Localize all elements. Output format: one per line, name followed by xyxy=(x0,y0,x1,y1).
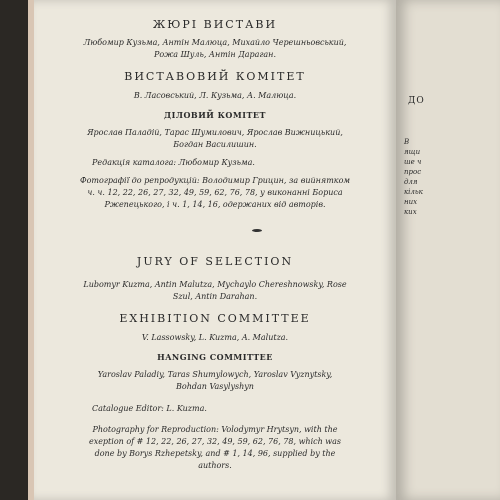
jury-ua-title: ЖЮРІ ВИСТАВИ xyxy=(152,18,278,31)
hanging-en-line1: Yaroslav Paladiy, Taras Shumylowych, Yaroslav Vyznytsky, xyxy=(97,370,333,379)
jury-en-line1: Lubomyr Kuzma, Antin Malutza, Mychaylo Chereshnowsky, Rose xyxy=(83,280,347,289)
right-page-line: для xyxy=(404,178,418,186)
photo-ua-line2: ч. ч. 12, 22, 26, 27, 32, 49, 59, 62, 76, 78, у виконанні Бориса xyxy=(87,188,343,197)
committee-ua-line1: В. Ласовський, Л. Кузьма, А. Малюца. xyxy=(133,91,297,100)
committee-ua-title: ВИСТАВОВИЙ КОМІТЕТ xyxy=(124,70,306,83)
right-page-line: них xyxy=(404,198,418,206)
committee-en-title: EXHIBITION COMMITTEE xyxy=(119,312,311,325)
right-page xyxy=(396,0,500,500)
photo-en-line1: Photography for Reproduction: Volodymyr Hrytsyn, with the xyxy=(92,425,338,434)
right-page-line: В xyxy=(404,138,410,146)
right-page-line: кільк xyxy=(404,188,423,196)
right-page-heading: ДО xyxy=(408,96,425,106)
photo-en-line2: exeption of # 12, 22, 26, 27, 32, 49, 59, 62, 76, 78, which was xyxy=(88,437,342,446)
right-page-line: ких xyxy=(404,208,417,216)
photo-ua-line3: Ржепецького, і ч. 1, 14, 16, одержаних від авторів. xyxy=(104,200,326,209)
jury-ua-line2: Рожа Шуль, Антін Дараган. xyxy=(154,50,276,59)
hanging-en-title: HANGING COMMITTEE xyxy=(157,352,273,362)
hanging-en-line2: Bohdan Vasylyshyn xyxy=(176,382,254,391)
editor-ua: Редакція каталога: Любомир Кузьма. xyxy=(92,158,255,167)
jury-ua-line1: Любомир Кузьма, Антін Малюца, Михайло Черешньовський, xyxy=(83,38,347,47)
committee-en-line1: V. Lassowsky, L. Kuzma, A. Malutza. xyxy=(141,333,289,342)
photo-en-line3: done by Borys Rzhepetsky, and # 1, 14, 96, supplied by the xyxy=(94,449,336,458)
jury-en-line2: Szul, Antin Darahan. xyxy=(172,292,258,301)
editor-en: Catalogue Editor: L. Kuzma. xyxy=(92,404,207,413)
business-ua-title: ДІЛОВИЙ КОМІТЕТ xyxy=(164,110,266,120)
business-ua-line2: Богдан Василишин. xyxy=(173,140,257,149)
photo-en-line4: authors. xyxy=(198,461,232,470)
jury-en-title: JURY OF SELECTION xyxy=(136,255,294,268)
right-page-line: ящи xyxy=(404,148,421,156)
photo-ua-line1: Фотографії до репродукцій: Володимир Грицин, за вийнятком xyxy=(79,176,351,185)
business-ua-line1: Ярослав Паладій, Тарас Шумилович, Ярослав Вижницький, xyxy=(87,128,343,137)
right-page-line: ше ч xyxy=(404,158,422,166)
right-page-line: прос xyxy=(404,168,422,176)
section-divider xyxy=(252,229,262,232)
